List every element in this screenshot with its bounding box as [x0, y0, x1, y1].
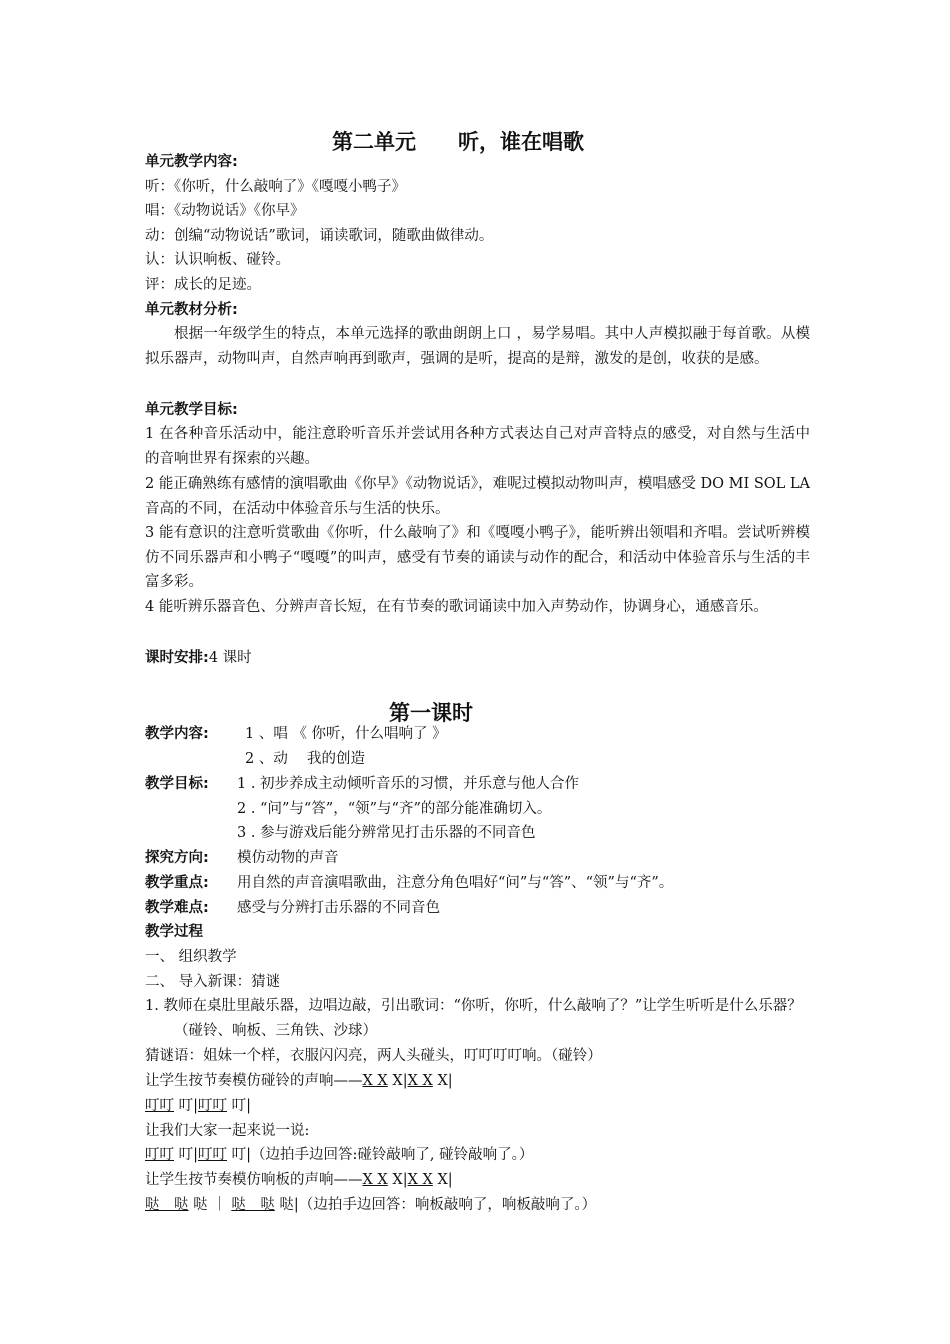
lesson-goal-row [145, 774, 580, 794]
rhythm-notes: X X [362, 1073, 388, 1089]
da-syllables: 哒 ｜ [188, 1197, 232, 1213]
lesson-content-item: 1 、唱 《 你听，什么唱响了 》 [245, 726, 447, 742]
goal-item: 1 在各种音乐活动中，能注意聆听音乐并尝试用各种方式表达自己对声音特点的感受，对自然与生活中的音响世界有探索的兴趣。 [145, 426, 810, 467]
ding-syllables: 叮| [174, 1098, 198, 1114]
process-step: 一、 组织教学 [145, 949, 237, 965]
ding-syllables: 叮叮 [145, 1098, 174, 1114]
lesson-goal-label: 教学目标: [145, 776, 209, 792]
schedule-line [145, 648, 252, 668]
rhythm-notes: X| [387, 1073, 408, 1089]
content-item: 听：《你听，什么敲响了》《嘎嘎小鸭子》 [145, 179, 406, 195]
key-row [145, 873, 674, 893]
rhythm-notes: X X [362, 1172, 388, 1188]
content-item: 动：创编“动物说话”歌词，诵读歌词，随歌曲做律动。 [145, 228, 494, 244]
together-text: 让我们大家一起来说一说: [145, 1123, 310, 1139]
rhythm-notes: X X [407, 1172, 433, 1188]
rhythm-notes: X| [432, 1172, 453, 1188]
ding-syllables: 叮叮 [145, 1147, 174, 1163]
ding-rhythm-line [145, 1096, 251, 1116]
da-syllables: 哒 哒 [231, 1197, 275, 1213]
rhythm-notes: X| [387, 1172, 408, 1188]
schedule-value: 4 课时 [208, 650, 252, 666]
key-text: 用自然的声音演唱歌曲，注意分角色唱好“问”与“答”、“领”与“齐”。 [237, 875, 674, 891]
direction-text: 模仿动物的声音 [237, 850, 339, 866]
ding-answer: 叮|（边拍手边回答:碰铃敲响了, 碰铃敲响了。） [227, 1147, 534, 1163]
difficulty-text: 感受与分辨打击乐器的不同音色 [237, 900, 440, 916]
bell-rhythm-line [145, 1071, 453, 1091]
direction-row [145, 848, 339, 868]
ding-syllables: 叮| [174, 1147, 198, 1163]
da-answer: 哒|（边拍手边回答：响板敲响了，响板敲响了。） [274, 1197, 597, 1213]
difficulty-row [145, 898, 440, 918]
content-item: 唱：《动物说话》《你早》 [145, 203, 305, 219]
rhythm-notes: X| [432, 1073, 453, 1089]
process-heading: 教学过程 [145, 924, 203, 940]
difficulty-label: 教学难点: [145, 900, 209, 916]
riddle-text: 猜谜语：姐妹一个样，衣服闪闪亮，两人头碰头，叮叮叮叮响。（碰铃） [145, 1048, 602, 1064]
lesson-goal-item: 2 . “问”与“答”，“领”与“齐”的部分能准确切入。 [237, 801, 552, 817]
lesson-goal-item: 1 . 初步养成主动倾听音乐的习惯，并乐意与他人合作 [237, 776, 580, 792]
ding-syllables: 叮叮 [198, 1098, 227, 1114]
rhythm-notes: X X [407, 1073, 433, 1089]
lesson-content-row [145, 724, 447, 744]
goal-item: 3 能有意识的注意听赏歌曲《你听，什么敲响了》和《嘎嘎小鸭子》，能听辨出领唱和齐唱。尝试听辨模仿不同乐器声和小鸭子“嘎嘎”的叫声，感受有节奏的诵读与动作的配合，和活动中体验音乐与生活的丰富多彩。 [145, 525, 810, 591]
goals-heading: 单元教学目标: [145, 402, 238, 418]
clapper-intro: 让学生按节奏模仿响板的声响—— [145, 1172, 363, 1188]
clapper-rhythm-line [145, 1170, 453, 1190]
direction-label: 探究方向: [145, 850, 209, 866]
process-step: 二、 导入新课：猜谜 [145, 974, 281, 990]
ding-syllables: 叮叮 [198, 1147, 227, 1163]
lesson-content-item: 2 、动 我的创造 [245, 751, 365, 767]
goal-item: 2 能正确熟练有感情的演唱歌曲《你早》《动物说话》，难呢过模拟动物叫声，模唱感受 DO MI SOL LA 音高的不同，在活动中体验音乐与生活的快乐。 [145, 476, 810, 517]
analysis-heading: 单元教材分析: [145, 302, 238, 318]
unit-title: 第二单元 听，谁在唱歌 [332, 130, 584, 154]
da-answer-line [145, 1195, 596, 1215]
lesson-goal-item: 3 . 参与游戏后能分辨常见打击乐器的不同音色 [237, 825, 536, 841]
key-label: 教学重点: [145, 875, 209, 891]
step1-text: 1. 教师在桌肚里敲乐器，边唱边敲，引出歌词：“你听，你听，什么敲响了？”让学生听听是什么乐器？（碰铃、响板、三角铁、沙球） [145, 998, 802, 1039]
content-item: 评：成长的足迹。 [145, 277, 261, 293]
lesson-title: 第一课时 [389, 701, 473, 725]
goal-item: 4 能听辨乐器音色、分辨声音长短，在有节奏的歌词诵读中加入声势动作，协调身心，通感音乐。 [145, 599, 768, 615]
bell-intro: 让学生按节奏模仿碰铃的声响—— [145, 1073, 363, 1089]
ding-syllables: 叮| [227, 1098, 251, 1114]
lesson-content-label: 教学内容: [145, 726, 209, 742]
content-heading: 单元教学内容: [145, 154, 238, 170]
analysis-text: 根据一年级学生的特点，本单元选择的歌曲朗朗上口 ，易学易唱。其中人声模拟融于每首歌。从模拟乐器声，动物叫声，自然声响再到歌声，强调的是听，提高的是辩，激发的是创，收获的是感。 [145, 326, 810, 367]
content-item: 认：认识响板、碰铃。 [145, 252, 290, 268]
schedule-label: 课时安排: [145, 650, 209, 666]
ding-answer-line [145, 1145, 533, 1165]
da-syllables: 哒 哒 [145, 1197, 189, 1213]
